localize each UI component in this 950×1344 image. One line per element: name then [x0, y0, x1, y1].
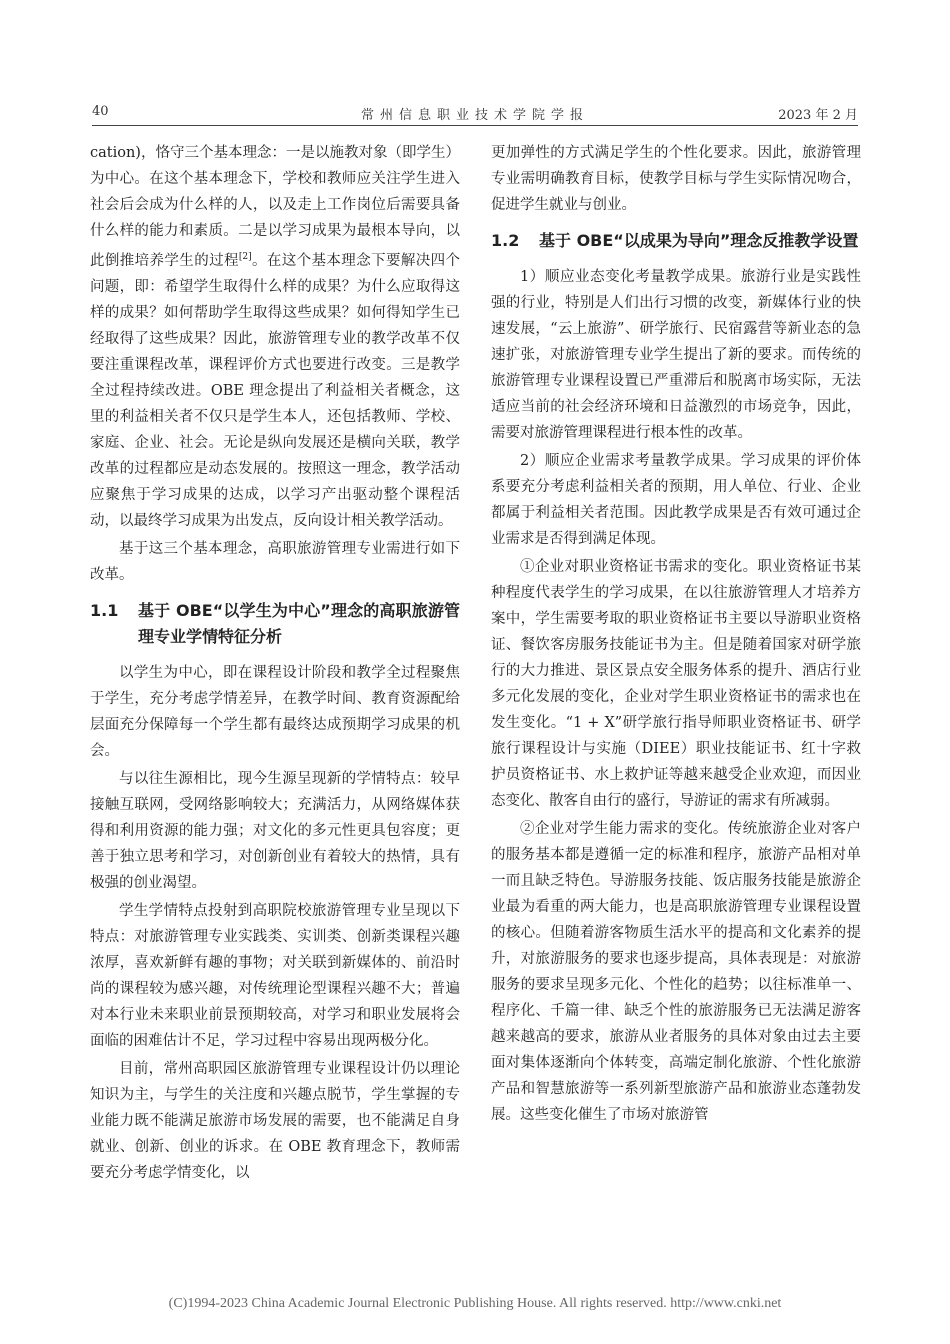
journal-title: 常州信息职业技术学院学报 [360, 108, 589, 123]
paragraph: 2）顺应企业需求考量教学成果。学习成果的评价体系要充分考虑利益相关者的预期，用人单位、行业、企业都属于利益相关者范围。因此教学成果是否有效可通过企业需求是否得到满足体现。 [491, 453, 861, 547]
issue-date: 2023 年 2 月 [778, 108, 858, 123]
section-title: 基于 OBE“以成果为导向”理念反推教学设置 [539, 231, 859, 250]
paragraph: ②企业对学生能力需求的变化。传统旅游企业对客户的服务基本都是遵循一定的标准和程序，旅游产品相对单一而且缺乏特色。导游服务技能、饭店服务技能是旅游企业最为看重的两大能力，也是高职旅游管理专业课程设置的核心。但随着游客物质生活水平的提高和文化素养的提升，对旅游服务的要求也逐步提高，具体表现是：对旅游服务的要求呈现多元化、个性化的趋势；以往标准单一、程序化、千篇一律、缺乏个性的旅游服务已无法满足游客越来越高的要求，旅游从业者服务的具体对象由过去主要面对集体逐渐向个体转变，高端定制化旅游、个性化旅游产品和智慧旅游等一系列新型旅游产品和旅游业态蓬勃发展。这些变化催生了市场对旅游管 [491, 821, 861, 1123]
paragraph-text: cation)，恪守三个基本理念：一是以施教对象（即学生）为中心。在这个基本理念下，学校和教师应关注学生进入社会后会成为什么样的人，以及走上工作岗位后需要具备什么样的能力和素质。二是以学习成果为最根本导向，以此倒推培养学生的过程 [90, 145, 460, 269]
paragraph-text: 。在这个基本理念下要解决四个问题，即：希望学生取得什么样的成果？为什么应取得这样的成果？如何帮助学生取得这些成果？如何得知学生已经取得了这些成果？因此，旅游管理专业的教学改革不仅要注重课程改革，课程评价方式也要进行改变。三是教学全过程持续改进。OBE 理念提出了利益相关者概念，这里的利益相关者不仅只是学生本人，还包括教师、学校、家庭、企业、社会。无论是纵向发展还是横向关联，教学改革的过程都应是动态发展的。按照这一理念，教学活动应聚焦于学习成果的达成，以学习产出驱动整个课程活动，以最终学习成果为出发点，反向设计相关教学活动。 [90, 252, 461, 529]
paragraph [90, 140, 460, 534]
page-number: 40 [92, 104, 109, 119]
paragraph: 以学生为中心，即在课程设计阶段和教学全过程聚焦于学生，充分考虑学情差异，在教学时间、教育资源配给层面充分保障每一个学生都有最终达成预期学习成果的机会。 [90, 664, 460, 759]
citation-ref: [2] [238, 252, 252, 262]
paragraph: 目前，常州高职园区旅游管理专业课程设计仍以理论知识为主，与学生的关注度和兴趣点脱节，学生掌握的专业能力既不能满足旅游市场发展的需要，也不能满足自身就业、创新、创业的诉求。在 OBE 教育理念下，教师需要充分考虑学情变化，以 [90, 1060, 460, 1181]
paragraph: 1）顺应业态变化考量教学成果。旅游行业是实践性强的行业，特别是人们出行习惯的改变，新媒体行业的快速发展，“云上旅游”、研学旅行、民宿露营等新业态的急速扩张，对旅游管理专业学生提出了新的要求。而传统的旅游管理专业课程设置已严重滞后和脱离市场实际，无法适应当前的社会经济环境和日益激烈的市场竞争，因此，需要对旅游管理课程进行根本性的改革。 [491, 269, 861, 441]
paragraph: 学生学情特点投射到高职院校旅游管理专业呈现以下特点：对旅游管理专业实践类、实训类、创新类课程兴趣浓厚，喜欢新鲜有趣的事物；对关联到新媒体的、前沿时尚的课程较为感兴趣，对传统理论型课程兴趣不大；普遍对本行业未来职业前景预期较高，对学习和职业发展将会面临的困难估计不足，学习过程中容易出现两极分化。 [90, 902, 460, 1049]
paragraph: 更加弹性的方式满足学生的个性化要求。因此，旅游管理专业需明确教育目标，使教学目标与学生实际情况吻合，促进学生就业与创业。 [491, 145, 861, 213]
paragraph: 基于这三个基本理念，高职旅游管理专业需进行如下改革。 [90, 540, 460, 583]
section-title: 基于 OBE“以学生为中心”理念的高职旅游管理专业学情特征分析 [138, 600, 460, 646]
section-number: 1.2 [491, 231, 520, 250]
section-number: 1.1 [90, 600, 119, 620]
running-header [92, 101, 858, 126]
left-column [90, 140, 460, 1188]
paragraph: 与以往生源相比，现今生源呈现新的学情特点：较早接触互联网，受网络影响较大；充满活力，从网络媒体获得和利用资源的能力强；对文化的多元性更具包容度；更善于独立思考和学习，对创新创业有着较大的热情，具有极强的创业渴望。 [90, 770, 460, 891]
paragraph: ①企业对职业资格证书需求的变化。职业资格证书某种程度代表学生的学习成果，在以往旅游管理人才培养方案中，学生需要考取的职业资格证书主要以导游职业资格证、餐饮客房服务技能证书为主。但是随着国家对研学旅行的大力推进、景区景点安全服务体系的提升、酒店行业多元化发展的变化，企业对学生职业资格证书的需求也在发生变化。“1 + X”研学旅行指导师职业资格证书、研学旅行课程设计与实施（DIEE）职业技能证书、红十字救护员资格证书、水上救护证等越来越受企业欢迎，而因业态变化、散客自由行的盛行，导游证的需求有所减弱。 [491, 559, 861, 809]
right-column [491, 140, 861, 1130]
section-heading-1-1 [90, 598, 460, 650]
section-heading-1-2 [491, 228, 861, 254]
copyright-footer: (C)1994-2023 China Academic Journal Electronic Publishing House. All rights reserved. http://www.cnki.net [168, 1296, 782, 1311]
